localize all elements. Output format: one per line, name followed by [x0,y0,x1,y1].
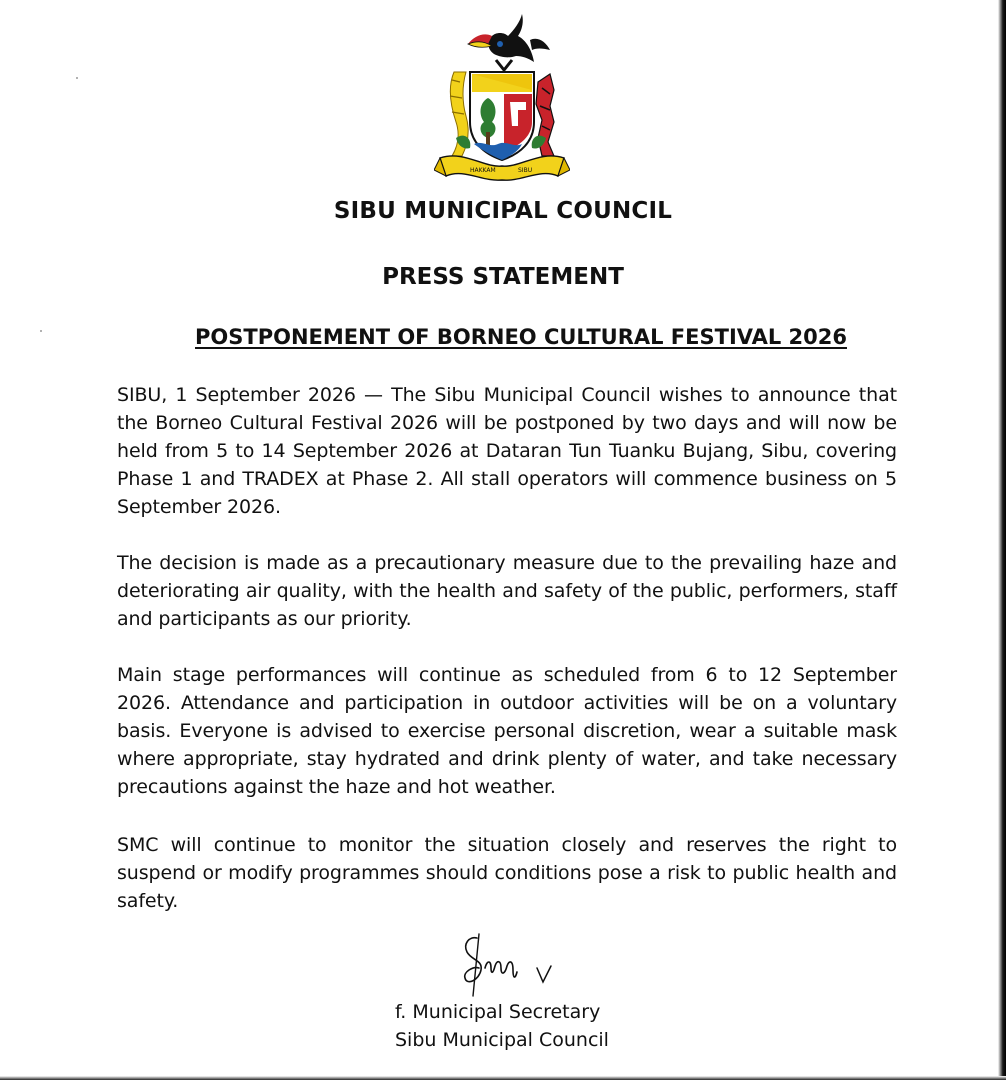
paragraph-reason [117,549,897,633]
document-type-heading: PRESS STATEMENT [382,264,624,290]
council-crest-logo [434,10,570,186]
paragraph-text: The decision is made as a precautionary measure due to the prevailing haze and deteriorating air quality, with the health and safety of the public, performers, staff and participants as our priority. [117,552,897,630]
signoff-block [395,998,695,1054]
paragraph-text: Main stage performances will continue as scheduled from 6 to 12 September 2026. Attendance and participation in outdoor activities will be on a voluntary basis. Everyone is advised to exercise personal discretion, wear a suitable mask where appropriate, stay hydrated and drink plenty of water, and take necessary precautions against the haze and hot weather. [117,664,897,798]
document-title [0,325,1006,349]
paragraph-text: SMC will continue to monitor the situation closely and reserves the right to suspend or modify programmes should conditions pose a risk to public health and safety. [117,834,897,912]
scan-edge-shadow [0,1076,1006,1080]
signatory-organization: Sibu Municipal Council [395,1029,609,1051]
paragraph-monitoring [117,831,897,915]
scan-edge-shadow [998,0,1006,1080]
crest-motto-left: HAKKAM [470,167,496,174]
handwritten-signature [455,930,565,1000]
crest-motto-right: SIBU [518,167,533,174]
paragraph-announcement [117,381,897,521]
paragraph-advisory [117,661,897,801]
scan-speck [76,77,78,79]
paragraph-text: SIBU, 1 September 2026 — The Sibu Municipal Council wishes to announce that the Borneo Cultural Festival 2026 will be postponed by two days and will now be held from 5 to 14 September 2026 at Dataran Tun Tuanku Bujang, Sibu, covering Phase 1 and TRADEX at Phase 2. All stall operators will commence business on 5 September 2026. [117,384,897,518]
document-title-text: POSTPONEMENT OF BORNEO CULTURAL FESTIVAL 2026 [195,325,847,349]
signatory-title: f. Municipal Secretary [395,1001,601,1023]
organization-heading: SIBU MUNICIPAL COUNCIL [333,198,673,224]
